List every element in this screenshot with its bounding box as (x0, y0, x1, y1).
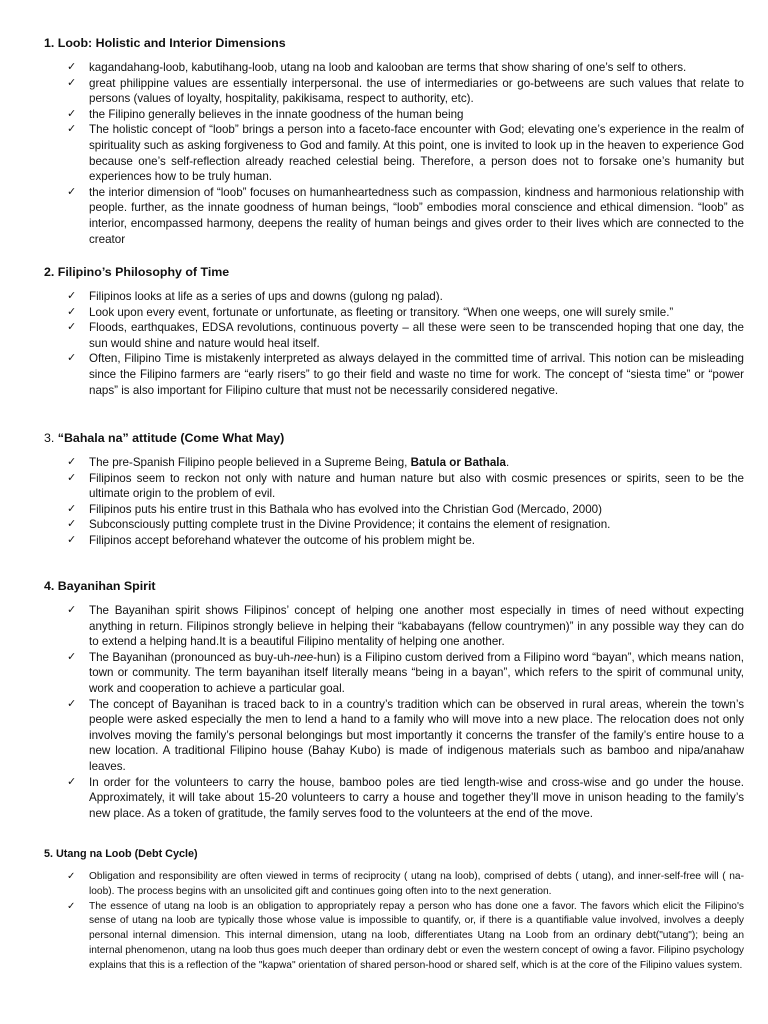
list-item: ✓ Filipinos puts his entire trust in this Bathala who has evolved into the Christian God (Mercado, 2000) (67, 502, 602, 516)
checkmark-icon: ✓ (67, 352, 77, 365)
list-item: ✓ Filipinos seem to reckon not only with nature and human nature but also with cosmic presences or spirits, seen to be the ultimate origin to the problem of evil. (67, 471, 744, 501)
checkmark-icon: ✓ (67, 650, 77, 663)
section-heading: 4. Bayanihan Spirit (44, 579, 156, 593)
checkmark-icon: ✓ (67, 305, 77, 318)
checkmark-icon: ✓ (67, 321, 77, 334)
checkmark-icon: ✓ (67, 471, 77, 484)
list-item: ✓ Filipinos accept beforehand whatever the outcome of his problem might be. (67, 533, 476, 547)
section-loob (44, 36, 744, 247)
list-item: ✓ The Bayanihan spirit shows Filipinos’ concept of helping one another most especially in times of need without expecting anything in return. Filipinos strongly believe in helping their “kababayans (fellow countrymen)” in any possible way they can do to extend a helping hand.It is a beautiful Filipino mentality of helping one another. (67, 604, 744, 649)
list-item: ✓ Look upon every event, fortunate or unfortunate, as fleeting or transitory. “When one weeps, one will surely smile.” (67, 305, 674, 319)
bullet-list (44, 289, 744, 398)
list-item: ✓ Often, Filipino Time is mistakenly interpreted as always delayed in the committed time of arrival. This notion can be misleading since the Filipino farmers are “early risers” to go their field and waste no time for work. The concept of “siesta time” or “power naps” is also important for Filipino culture that must not be necessarily considered negative. (67, 352, 744, 397)
list-item: ✓ kagandahang-loob, kabutihang-loob, utang na loob and kalooban are terms that show sharing of one’s self to others. (67, 61, 687, 74)
bullet-list (44, 60, 744, 247)
checkmark-icon: ✓ (67, 123, 77, 136)
checkmark-icon: ✓ (67, 456, 77, 468)
bullet-list (44, 603, 744, 821)
checkmark-icon: ✓ (67, 871, 76, 882)
list-item: ✓ The pre-Spanish Filipino people believed in a Supreme Being, Batula or Bathala. (67, 456, 510, 469)
section-bahala-na (44, 431, 744, 549)
checkmark-icon: ✓ (67, 518, 77, 531)
checkmark-icon: ✓ (67, 697, 77, 710)
checkmark-icon: ✓ (67, 76, 77, 89)
bullet-list (44, 455, 744, 549)
section-utang-na-loob (44, 847, 744, 974)
list-item: ✓ Subconsciously putting complete trust in the Divine Providence; it contains the element of resignation. (67, 518, 611, 532)
section-heading: 3. “Bahala na” attitude (Come What May) (44, 431, 285, 445)
section-philosophy-of-time (44, 265, 744, 398)
checkmark-icon: ✓ (67, 185, 77, 198)
list-item: ✓ the Filipino generally believes in the innate goodness of the human being (67, 107, 464, 121)
section-heading: 1. Loob: Holistic and Interior Dimensions (44, 36, 286, 50)
checkmark-icon: ✓ (67, 502, 77, 515)
checkmark-icon: ✓ (67, 604, 77, 616)
list-item: ✓ The Bayanihan (pronounced as buy-uh-nee-hun) is a Filipino custom derived from a Filipino word “bayan”, which means nation, town or community. The term bayanihan itself literally means “being in a bayan”, which refers to the spirit of communal unity, work and cooperation to achieve a particular goal. (67, 650, 745, 695)
list-item: ✓ Obligation and responsibility are often viewed in terms of reciprocity ( utang na loob), comprised of debts ( utang), and inner-self-free will ( na-loob). The process begins with an unsolicited gift and continues going often into to the next generation. (67, 871, 744, 897)
checkmark-icon: ✓ (67, 900, 76, 912)
checkmark-icon: ✓ (67, 61, 77, 73)
list-item: ✓ great philippine values are essentially interpersonal. the use of intermediaries or go-betweens are such values that relate to persons (values of loyalty, hospitality, pakikisama, respect to authority, etc). (67, 76, 744, 106)
section-heading: 2. Filipino’s Philosophy of Time (44, 265, 230, 279)
list-item: ✓ The concept of Bayanihan is traced back to in a country’s tradition which can be observed in rural areas, wherein the town’s people were asked especially the men to lend a hand to a family who will move into a new place. The relocation does not only involves moving the family’s personal belongings but most importantly it concerns the transfer of the family’s entire house to a new location. A traditional Filipino house (Bahay Kubo) is made of indigenous materials such as bamboo and nipa/anahaw leaves. (67, 697, 744, 773)
list-item: ✓ the interior dimension of “loob” focuses on humanheartedness such as compassion, kindness and harmonious relationship with people. further, as the innate goodness of human beings, “loob” embodies moral conscience and ethical dimension. “loob” as interior, encompassed harmony, deepens the reality of human beings and gives order to their lives which are connected to the creator (67, 185, 744, 246)
list-item: ✓ In order for the volunteers to carry the house, bamboo poles are tied length-wise and cross-wise and go under the house. Approximately, it will take about 15-20 volunteers to carry a house and together they’ll move in unison heading to the family’s new place. As a token of gratitude, the family serves food to the volunteers at the end of the move. (67, 775, 744, 820)
checkmark-icon: ✓ (67, 107, 77, 120)
section-heading: 5. Utang na Loob (Debt Cycle) (44, 848, 198, 860)
bullet-list (44, 870, 744, 974)
section-bayanihan (44, 579, 744, 821)
list-item: ✓ Filipinos looks at life as a series of ups and downs (gulong ng palad). (67, 290, 443, 303)
list-item: ✓ The essence of utang na loob is an obligation to appropriately repay a person who has done one a favor. The favors which elicit the Filipino's sense of utang na loob are typically those whose value is impossible to quantify, or, if there is a quantifiable value involved, involves a deeply personal internal dimension. This internal dimension, utang na loob, differentiates Utang na Loob from an ordinary debt("utang"); being an internal phenomenon, utang na loob thus goes much deeper than ordinary debt or even the western concept of owing a favor. Filipino psychology explains that this is a reflection of the "kapwa" orientation of shared person-hood or shared self, which is at the core of the Filipino values system. (67, 900, 744, 971)
checkmark-icon: ✓ (67, 775, 77, 788)
list-item: ✓ Floods, earthquakes, EDSA revolutions, continuous poverty – all these were seen to be transcended hoping that one day, the sun would shine and nature would heal itself. (67, 321, 744, 350)
list-item: ✓ The holistic concept of “loob” brings a person into a faceto-face encounter with God; elevating one’s experience in the realm of spirituality such as asking forgiveness to God and family. At this point, one is invited to look up in the heaven to experience God because one’s self-reflection already reached celestial being. Therefore, a person does not to forsake one’s humanity but experiences how to be truly human. (67, 123, 744, 184)
checkmark-icon: ✓ (67, 533, 77, 546)
checkmark-icon: ✓ (67, 290, 77, 302)
